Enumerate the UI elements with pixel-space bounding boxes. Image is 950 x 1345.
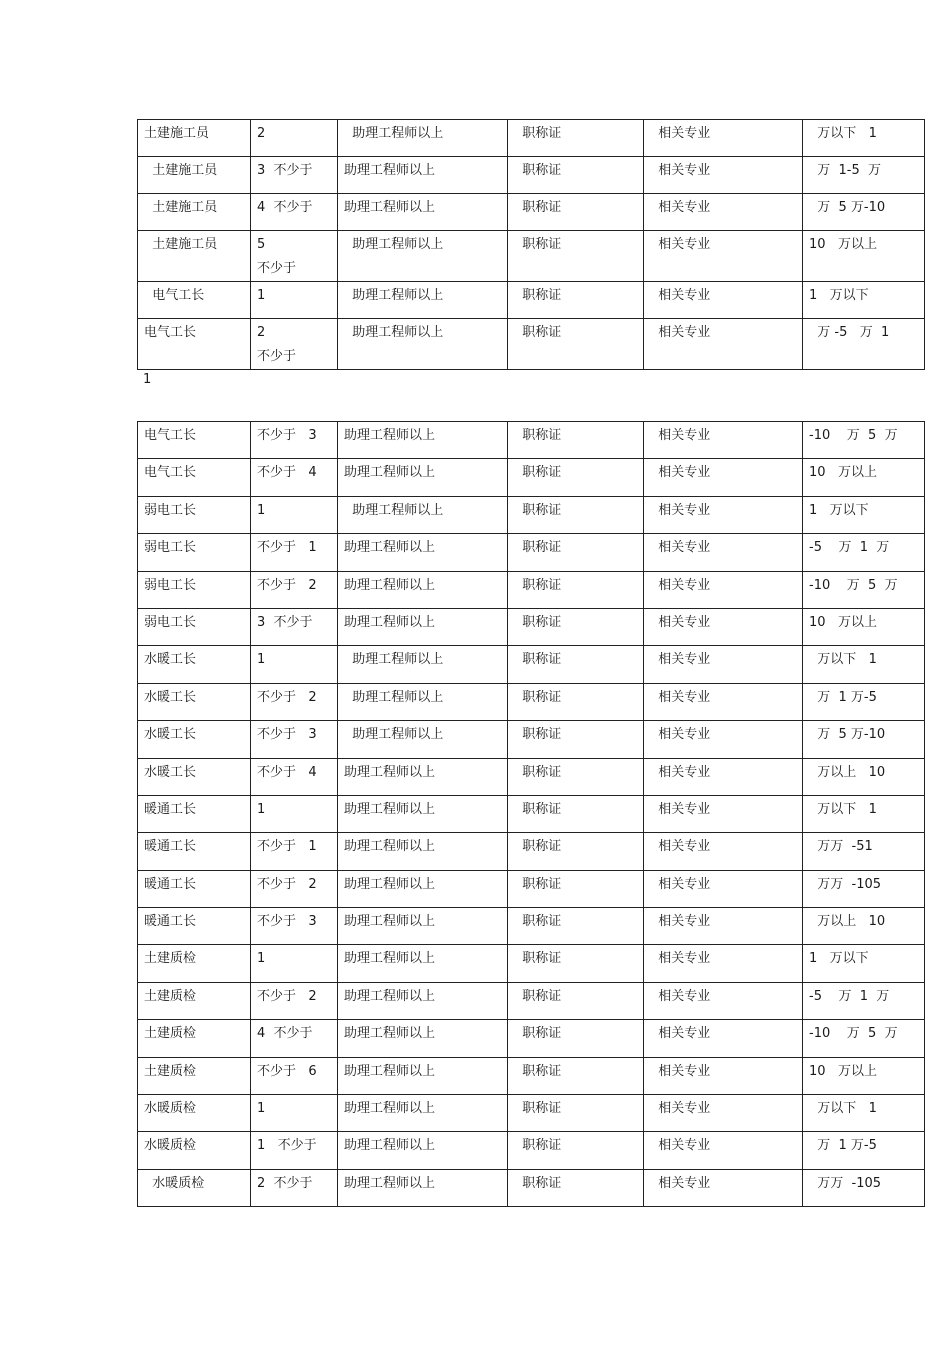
project-scale-cell: 万 5 万-10 bbox=[803, 194, 925, 231]
headcount-cell: 不少于 2 bbox=[251, 982, 338, 1019]
title-cell: 助理工程师以上 bbox=[338, 194, 508, 231]
table-row bbox=[138, 194, 925, 231]
title-cell: 助理工程师以上 bbox=[338, 282, 508, 319]
table-row bbox=[138, 982, 925, 1019]
certificate-cell: 职称证 bbox=[508, 1057, 644, 1094]
table-row bbox=[138, 319, 925, 370]
table-row bbox=[138, 1132, 925, 1169]
headcount-cell: 4 不少于 bbox=[251, 1020, 338, 1057]
certificate-cell: 职称证 bbox=[508, 608, 644, 645]
position-cell: 土建施工员 bbox=[138, 231, 251, 282]
major-cell: 相关专业 bbox=[644, 1020, 803, 1057]
position-cell: 土建施工员 bbox=[138, 120, 251, 157]
certificate-cell: 职称证 bbox=[508, 721, 644, 758]
major-cell: 相关专业 bbox=[644, 833, 803, 870]
position-cell: 水暖质检 bbox=[138, 1169, 251, 1206]
major-cell: 相关专业 bbox=[644, 908, 803, 945]
certificate-cell: 职称证 bbox=[508, 833, 644, 870]
major-cell: 相关专业 bbox=[644, 534, 803, 571]
title-cell: 助理工程师以上 bbox=[338, 1132, 508, 1169]
position-cell: 土建质检 bbox=[138, 1057, 251, 1094]
table-row bbox=[138, 1020, 925, 1057]
project-scale-cell: -10 万 5 万 bbox=[803, 422, 925, 459]
major-cell: 相关专业 bbox=[644, 646, 803, 683]
major-cell: 相关专业 bbox=[644, 1095, 803, 1132]
title-cell: 助理工程师以上 bbox=[338, 1020, 508, 1057]
table-row bbox=[138, 758, 925, 795]
headcount-cell: 不少于 2 bbox=[251, 870, 338, 907]
position-cell: 水暖工长 bbox=[138, 683, 251, 720]
project-scale-cell: 万以下 1 bbox=[803, 795, 925, 832]
headcount-cell: 1 bbox=[251, 795, 338, 832]
position-cell: 水暖工长 bbox=[138, 646, 251, 683]
position-cell: 土建施工员 bbox=[138, 194, 251, 231]
certificate-cell: 职称证 bbox=[508, 758, 644, 795]
title-cell: 助理工程师以上 bbox=[338, 459, 508, 496]
position-cell: 电气工长 bbox=[138, 422, 251, 459]
project-scale-cell: -5 万 1 万 bbox=[803, 534, 925, 571]
table-row bbox=[138, 231, 925, 282]
headcount-cell: 1 不少于 bbox=[251, 1132, 338, 1169]
headcount-cell: 不少于 1 bbox=[251, 534, 338, 571]
requirements-table-2 bbox=[137, 421, 925, 1207]
title-cell: 助理工程师以上 bbox=[338, 422, 508, 459]
major-cell: 相关专业 bbox=[644, 758, 803, 795]
table-row bbox=[138, 422, 925, 459]
position-cell: 水暖质检 bbox=[138, 1095, 251, 1132]
certificate-cell: 职称证 bbox=[508, 534, 644, 571]
position-cell: 暖通工长 bbox=[138, 908, 251, 945]
title-cell: 助理工程师以上 bbox=[338, 1057, 508, 1094]
major-cell: 相关专业 bbox=[644, 571, 803, 608]
page-number: 1 bbox=[143, 372, 152, 387]
title-cell: 助理工程师以上 bbox=[338, 870, 508, 907]
major-cell: 相关专业 bbox=[644, 870, 803, 907]
certificate-cell: 职称证 bbox=[508, 319, 644, 370]
position-cell: 电气工长 bbox=[138, 282, 251, 319]
headcount-cell: 不少于 2 bbox=[251, 571, 338, 608]
headcount-cell: 3 不少于 bbox=[251, 608, 338, 645]
table-row bbox=[138, 459, 925, 496]
title-cell: 助理工程师以上 bbox=[338, 319, 508, 370]
project-scale-cell: 万以下 1 bbox=[803, 1095, 925, 1132]
project-scale-cell: -5 万 1 万 bbox=[803, 982, 925, 1019]
certificate-cell: 职称证 bbox=[508, 982, 644, 1019]
position-cell: 土建质检 bbox=[138, 1020, 251, 1057]
position-cell: 暖通工长 bbox=[138, 795, 251, 832]
project-scale-cell: 万以上 10 bbox=[803, 758, 925, 795]
headcount-cell: 3 不少于 bbox=[251, 157, 338, 194]
certificate-cell: 职称证 bbox=[508, 945, 644, 982]
headcount-cell: 1 bbox=[251, 282, 338, 319]
table-body bbox=[138, 422, 925, 1207]
certificate-cell: 职称证 bbox=[508, 459, 644, 496]
certificate-cell: 职称证 bbox=[508, 870, 644, 907]
title-cell: 助理工程师以上 bbox=[338, 534, 508, 571]
major-cell: 相关专业 bbox=[644, 1132, 803, 1169]
position-cell: 暖通工长 bbox=[138, 833, 251, 870]
project-scale-cell: 万万 -105 bbox=[803, 870, 925, 907]
position-cell: 电气工长 bbox=[138, 319, 251, 370]
major-cell: 相关专业 bbox=[644, 945, 803, 982]
position-cell: 土建质检 bbox=[138, 945, 251, 982]
project-scale-cell: 万以下 1 bbox=[803, 120, 925, 157]
headcount-cell: 不少于 3 bbox=[251, 908, 338, 945]
certificate-cell: 职称证 bbox=[508, 683, 644, 720]
headcount-cell: 1 bbox=[251, 496, 338, 533]
title-cell: 助理工程师以上 bbox=[338, 496, 508, 533]
title-cell: 助理工程师以上 bbox=[338, 1169, 508, 1206]
certificate-cell: 职称证 bbox=[508, 908, 644, 945]
position-cell: 水暖工长 bbox=[138, 758, 251, 795]
headcount-cell: 5 不少于 bbox=[251, 231, 338, 282]
title-cell: 助理工程师以上 bbox=[338, 945, 508, 982]
project-scale-cell: 1 万以下 bbox=[803, 945, 925, 982]
major-cell: 相关专业 bbox=[644, 231, 803, 282]
certificate-cell: 职称证 bbox=[508, 120, 644, 157]
position-cell: 电气工长 bbox=[138, 459, 251, 496]
project-scale-cell: 万 5 万-10 bbox=[803, 721, 925, 758]
table-row bbox=[138, 833, 925, 870]
title-cell: 助理工程师以上 bbox=[338, 120, 508, 157]
certificate-cell: 职称证 bbox=[508, 194, 644, 231]
table-row bbox=[138, 571, 925, 608]
certificate-cell: 职称证 bbox=[508, 496, 644, 533]
major-cell: 相关专业 bbox=[644, 282, 803, 319]
table-row bbox=[138, 1057, 925, 1094]
certificate-cell: 职称证 bbox=[508, 1169, 644, 1206]
major-cell: 相关专业 bbox=[644, 1169, 803, 1206]
project-scale-cell: -10 万 5 万 bbox=[803, 1020, 925, 1057]
certificate-cell: 职称证 bbox=[508, 795, 644, 832]
title-cell: 助理工程师以上 bbox=[338, 683, 508, 720]
major-cell: 相关专业 bbox=[644, 496, 803, 533]
table-row bbox=[138, 721, 925, 758]
headcount-cell: 1 bbox=[251, 945, 338, 982]
certificate-cell: 职称证 bbox=[508, 157, 644, 194]
project-scale-cell: 万 -5 万 1 bbox=[803, 319, 925, 370]
headcount-cell: 4 不少于 bbox=[251, 194, 338, 231]
headcount-cell: 2 不少于 bbox=[251, 1169, 338, 1206]
project-scale-cell: -10 万 5 万 bbox=[803, 571, 925, 608]
table-row bbox=[138, 608, 925, 645]
major-cell: 相关专业 bbox=[644, 422, 803, 459]
headcount-cell: 不少于 4 bbox=[251, 758, 338, 795]
title-cell: 助理工程师以上 bbox=[338, 646, 508, 683]
major-cell: 相关专业 bbox=[644, 721, 803, 758]
headcount-cell: 不少于 6 bbox=[251, 1057, 338, 1094]
title-cell: 助理工程师以上 bbox=[338, 795, 508, 832]
title-cell: 助理工程师以上 bbox=[338, 758, 508, 795]
headcount-cell: 不少于 2 bbox=[251, 683, 338, 720]
position-cell: 弱电工长 bbox=[138, 571, 251, 608]
title-cell: 助理工程师以上 bbox=[338, 571, 508, 608]
major-cell: 相关专业 bbox=[644, 982, 803, 1019]
table-row bbox=[138, 646, 925, 683]
certificate-cell: 职称证 bbox=[508, 231, 644, 282]
title-cell: 助理工程师以上 bbox=[338, 157, 508, 194]
requirements-table-1 bbox=[137, 119, 925, 370]
title-cell: 助理工程师以上 bbox=[338, 982, 508, 1019]
certificate-cell: 职称证 bbox=[508, 646, 644, 683]
table-row bbox=[138, 1095, 925, 1132]
certificate-cell: 职称证 bbox=[508, 571, 644, 608]
project-scale-cell: 10 万以上 bbox=[803, 459, 925, 496]
position-cell: 暖通工长 bbox=[138, 870, 251, 907]
major-cell: 相关专业 bbox=[644, 608, 803, 645]
headcount-cell: 1 bbox=[251, 646, 338, 683]
project-scale-cell: 1 万以下 bbox=[803, 496, 925, 533]
table-row bbox=[138, 908, 925, 945]
title-cell: 助理工程师以上 bbox=[338, 608, 508, 645]
project-scale-cell: 万 1-5 万 bbox=[803, 157, 925, 194]
title-cell: 助理工程师以上 bbox=[338, 721, 508, 758]
table-row bbox=[138, 1169, 925, 1206]
position-cell: 弱电工长 bbox=[138, 496, 251, 533]
project-scale-cell: 10 万以上 bbox=[803, 231, 925, 282]
table-row bbox=[138, 945, 925, 982]
table-row bbox=[138, 157, 925, 194]
certificate-cell: 职称证 bbox=[508, 1132, 644, 1169]
table-body bbox=[138, 120, 925, 370]
headcount-cell: 不少于 4 bbox=[251, 459, 338, 496]
headcount-cell: 不少于 3 bbox=[251, 422, 338, 459]
major-cell: 相关专业 bbox=[644, 683, 803, 720]
headcount-cell: 1 bbox=[251, 1095, 338, 1132]
position-cell: 弱电工长 bbox=[138, 608, 251, 645]
major-cell: 相关专业 bbox=[644, 194, 803, 231]
title-cell: 助理工程师以上 bbox=[338, 1095, 508, 1132]
position-cell: 土建质检 bbox=[138, 982, 251, 1019]
project-scale-cell: 10 万以上 bbox=[803, 608, 925, 645]
certificate-cell: 职称证 bbox=[508, 422, 644, 459]
project-scale-cell: 万以上 10 bbox=[803, 908, 925, 945]
certificate-cell: 职称证 bbox=[508, 282, 644, 319]
headcount-cell: 不少于 3 bbox=[251, 721, 338, 758]
major-cell: 相关专业 bbox=[644, 319, 803, 370]
title-cell: 助理工程师以上 bbox=[338, 908, 508, 945]
major-cell: 相关专业 bbox=[644, 157, 803, 194]
project-scale-cell: 万以下 1 bbox=[803, 646, 925, 683]
position-cell: 水暖质检 bbox=[138, 1132, 251, 1169]
project-scale-cell: 万 1 万-5 bbox=[803, 1132, 925, 1169]
headcount-cell: 2 不少于 bbox=[251, 319, 338, 370]
table-row bbox=[138, 120, 925, 157]
position-cell: 弱电工长 bbox=[138, 534, 251, 571]
project-scale-cell: 万 1 万-5 bbox=[803, 683, 925, 720]
certificate-cell: 职称证 bbox=[508, 1020, 644, 1057]
title-cell: 助理工程师以上 bbox=[338, 231, 508, 282]
table-row bbox=[138, 282, 925, 319]
major-cell: 相关专业 bbox=[644, 1057, 803, 1094]
headcount-cell: 不少于 1 bbox=[251, 833, 338, 870]
headcount-cell: 2 bbox=[251, 120, 338, 157]
title-cell: 助理工程师以上 bbox=[338, 833, 508, 870]
major-cell: 相关专业 bbox=[644, 459, 803, 496]
project-scale-cell: 万万 -105 bbox=[803, 1169, 925, 1206]
table-row bbox=[138, 683, 925, 720]
project-scale-cell: 10 万以上 bbox=[803, 1057, 925, 1094]
position-cell: 土建施工员 bbox=[138, 157, 251, 194]
major-cell: 相关专业 bbox=[644, 120, 803, 157]
table-row bbox=[138, 496, 925, 533]
position-cell: 水暖工长 bbox=[138, 721, 251, 758]
table-row bbox=[138, 795, 925, 832]
table-row bbox=[138, 534, 925, 571]
major-cell: 相关专业 bbox=[644, 795, 803, 832]
table-row bbox=[138, 870, 925, 907]
project-scale-cell: 1 万以下 bbox=[803, 282, 925, 319]
certificate-cell: 职称证 bbox=[508, 1095, 644, 1132]
project-scale-cell: 万万 -51 bbox=[803, 833, 925, 870]
